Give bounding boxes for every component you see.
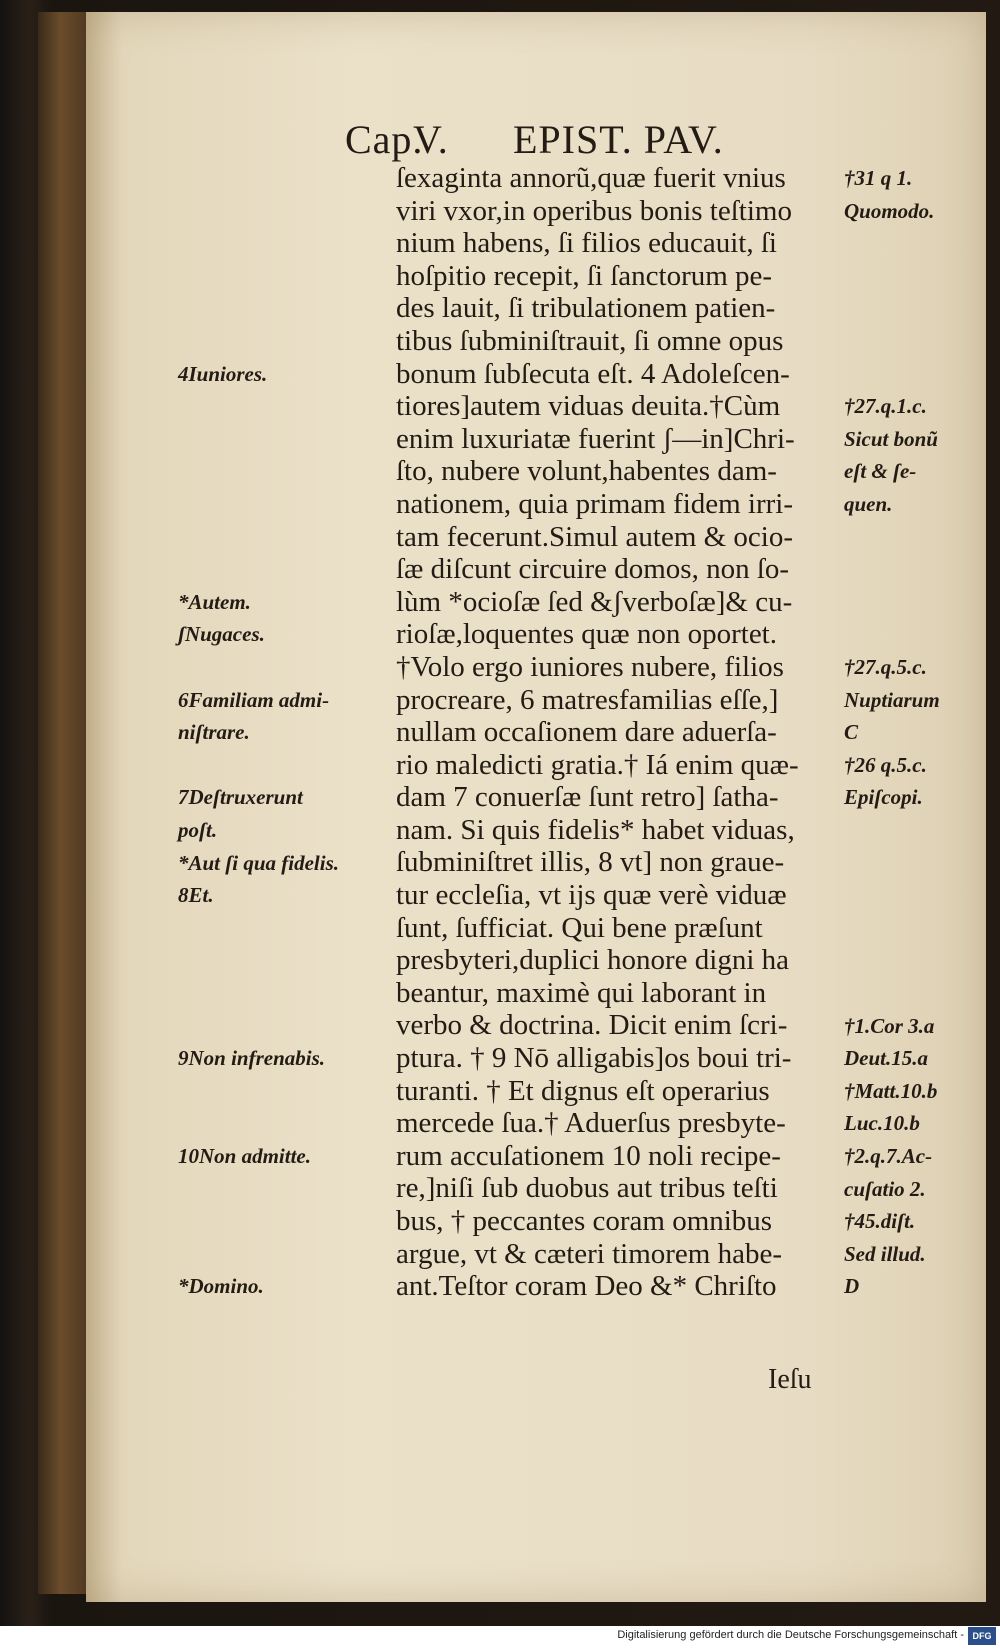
text-line: viri vxor,in operibus bonis teſtimo	[396, 194, 792, 227]
footer-credit: Digitalisierung gefördert durch die Deutsche Forschungsgemeinschaft -	[617, 1629, 964, 1641]
text-line: bus, † peccantes coram omnibus	[396, 1205, 773, 1237]
left-margin-note: 7Deſtruxerunt	[178, 785, 303, 810]
text-line: ant.Teſtor coram Deo &* Chriſto	[396, 1270, 777, 1303]
left-margin-note: 6Familiam admi-	[178, 687, 330, 712]
right-margin-note: †27.q.1.c.	[844, 394, 927, 419]
text-line: lùm *ocioſæ ſed &ʃverboſæ]& cu-	[396, 585, 793, 618]
right-margin-note: eſt & ſe-	[844, 459, 917, 484]
right-margin-note: †45.diſt.	[844, 1209, 916, 1234]
catchword: Ieſu	[768, 1364, 812, 1395]
text-line: argue, vt & cæteri timorem habe-	[396, 1237, 783, 1270]
text-line: mercede ſua.† Aduerſus presbyte-	[396, 1107, 786, 1140]
text-line: rioſæ,loquentes quæ non oportet.	[396, 618, 777, 651]
left-margin-note: 9Non infrenabis.	[178, 1046, 326, 1071]
left-margin-note: ʃNugaces.	[178, 622, 265, 647]
text-line: ſæ diſcunt circuire domos, non ſo-	[396, 553, 790, 586]
text-line: nium habens, ſi filios educauit, ſi	[396, 227, 777, 260]
text-line: ptura. † 9 Nō alligabis]os boui tri-	[396, 1042, 792, 1075]
text-line: ſunt, ſufficiat. Qui bene præſunt	[396, 911, 763, 944]
right-margin-note: D	[844, 1274, 860, 1299]
text-line: des lauit, ſi tribulationem patien-	[396, 292, 776, 325]
right-margin-note: †31 q 1.	[844, 166, 913, 190]
left-margin-note: 10Non admitte.	[178, 1144, 312, 1168]
header-chapter-number: V.	[413, 117, 449, 162]
left-margin-note: *Autem.	[178, 589, 251, 614]
text-line: re,]niſi ſub duobus aut tribus teſti	[396, 1172, 778, 1205]
right-margin-note: cuſatio 2.	[844, 1176, 926, 1201]
right-margin-note: C	[844, 720, 859, 745]
right-margin-note: †2.q.7.Ac-	[844, 1144, 933, 1168]
text-line: bonum ſubſecuta eſt. 4 Adoleſcen-	[396, 357, 790, 390]
text-line: enim luxuriatæ fuerint ʃ—in]Chri-	[396, 422, 795, 455]
text-line: ſexaginta annorũ,quæ fuerit vnius	[396, 162, 786, 194]
right-margin-note: Sicut bonũ	[844, 426, 938, 451]
text-line: ſubminiſtret illis, 8 vt] non graue-	[396, 846, 785, 879]
right-margin-note: †1.Cor 3.a	[844, 1013, 935, 1038]
main-text-block	[396, 162, 831, 1303]
text-line: presbyteri,duplici honore digni ha	[396, 944, 790, 977]
right-margin-note: Epiſcopi.	[844, 785, 923, 810]
text-line: nationem, quia primam fidem irri-	[396, 487, 794, 520]
right-margin-note: †26 q.5.c.	[844, 752, 927, 777]
text-line: nullam occaſionem dare aduerſa-	[396, 716, 777, 749]
right-margin-note: Nuptiarum	[844, 687, 940, 712]
text-line: rio maledicti gratia.† Iá enim quæ-	[396, 748, 799, 781]
header-chapter: Cap.	[345, 117, 424, 162]
right-margin-note: quen.	[844, 492, 893, 516]
text-line: hoſpitio recepit, ſi ſanctorum pe-	[396, 259, 773, 292]
text-line: procreare, 6 matresfamilias eſſe,]	[396, 683, 779, 716]
left-margin-note: 8Et.	[178, 883, 214, 908]
left-margin-note: *Domino.	[178, 1274, 264, 1299]
right-margin-note: Deut.15.a	[844, 1046, 928, 1071]
text-line: tur eccleſia, vt ijs quæ verè viduæ	[396, 879, 787, 912]
text-line: beantur, maximè qui laborant in	[396, 976, 767, 1009]
dfg-logo: DFG	[968, 1627, 996, 1645]
text-line: tam fecerunt.Simul autem & ocio-	[396, 520, 794, 553]
text-line: rum accuſationem 10 noli recipe-	[396, 1139, 781, 1172]
text-line: tibus ſubminiſtrauit, ſi omne opus	[396, 324, 784, 357]
left-margin-note: niſtrare.	[178, 720, 250, 745]
left-margin-note: *Aut ſi qua fidelis.	[178, 850, 340, 875]
left-margin-note: 4Iuniores.	[178, 361, 268, 386]
text-line: tiores]autem viduas deuita.†Cùm	[396, 390, 781, 423]
right-margin-note: Luc.10.b	[844, 1111, 920, 1136]
text-line: verbo & doctrina. Dicit enim ſcri-	[396, 1009, 788, 1042]
header-title: EPIST. PAV.	[513, 117, 724, 162]
text-line: †Volo ergo iuniores nubere, filios	[396, 650, 784, 683]
left-margin-note: poſt.	[178, 818, 218, 842]
right-margin-note: Sed illud.	[844, 1241, 926, 1266]
text-line: nam. Si quis fidelis* habet viduas,	[396, 813, 795, 846]
right-margin-note: †27.q.5.c.	[844, 655, 927, 679]
right-margin-note: †Matt.10.b	[844, 1078, 938, 1103]
text-line: turanti. † Et dignus eſt operarius	[396, 1074, 770, 1107]
text-line: dam 7 conuerſæ ſunt retro] ſatha-	[396, 781, 779, 814]
text-line: ſto, nubere volunt,habentes dam-	[396, 455, 777, 488]
right-margin-note: Quomodo.	[844, 198, 935, 223]
